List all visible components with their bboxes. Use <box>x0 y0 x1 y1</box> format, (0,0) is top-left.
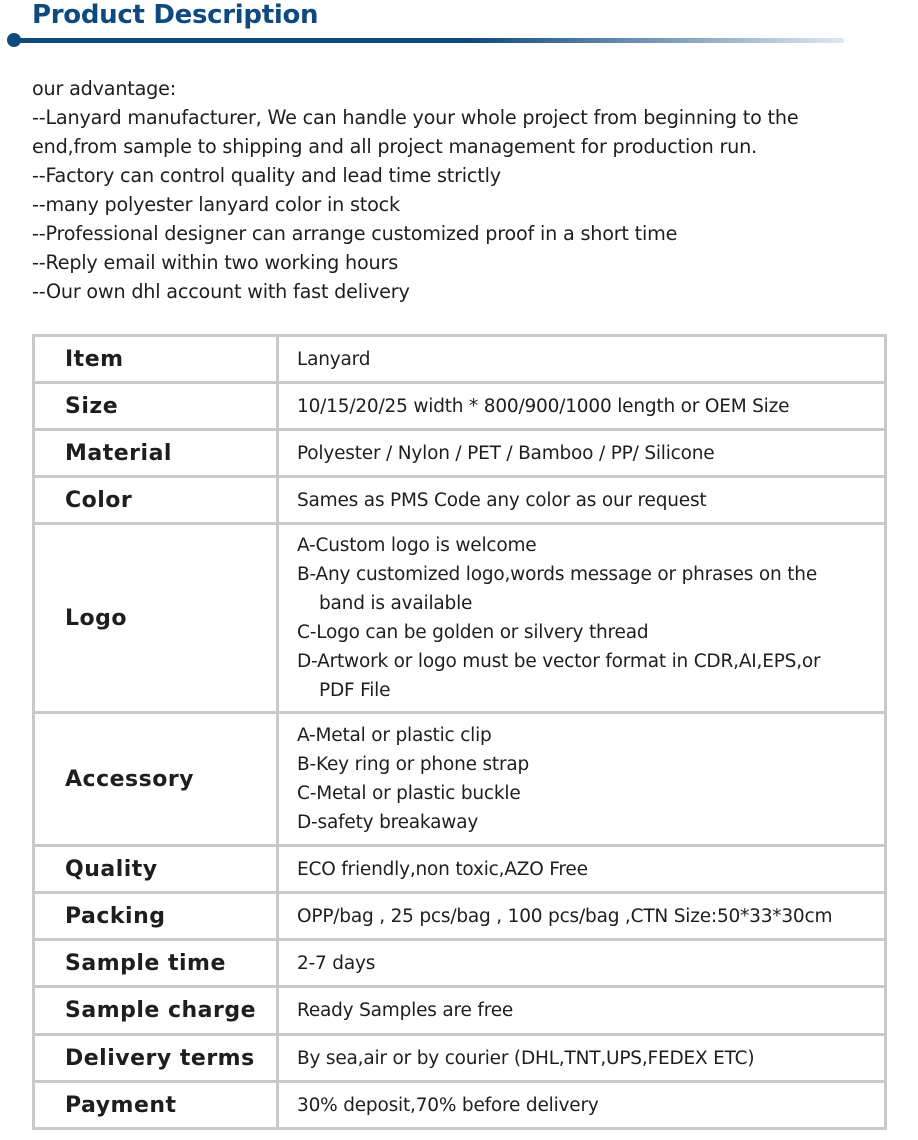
row-key: Logo <box>34 524 278 713</box>
table-row <box>34 1082 886 1129</box>
row-key: Size <box>34 383 278 430</box>
value-line: PDF File <box>319 680 391 701</box>
row-value: Sames as PMS Code any color as our request <box>278 477 886 524</box>
table-row <box>34 713 886 846</box>
value-line: B-Any customized logo,words message or phrases on the <box>297 564 818 585</box>
table-row <box>34 1035 886 1082</box>
advantage-line: --Lanyard manufacturer, We can handle your whole project from beginning to the <box>32 106 799 129</box>
value-line: band is available <box>319 593 473 614</box>
row-value: ECO friendly,non toxic,AZO Free <box>278 846 886 893</box>
advantage-line: end,from sample to shipping and all project management for production run. <box>32 135 757 158</box>
row-key: Delivery terms <box>34 1035 278 1082</box>
table-row <box>34 430 886 477</box>
row-value: 30% deposit,70% before delivery <box>278 1082 886 1129</box>
value-line: B-Key ring or phone strap <box>297 754 530 775</box>
row-value: 10/15/20/25 width * 800/900/1000 length or OEM Size <box>278 383 886 430</box>
row-key: Material <box>34 430 278 477</box>
value-line: D-safety breakaway <box>297 812 479 833</box>
value-line: C-Metal or plastic buckle <box>297 783 521 804</box>
value-line: C-Logo can be golden or silvery thread <box>297 622 649 643</box>
spec-table <box>32 334 887 1130</box>
table-row <box>34 477 886 524</box>
row-key: Sample time <box>34 940 278 987</box>
value-line: A-Custom logo is welcome <box>297 535 537 556</box>
row-value: Ready Samples are free <box>278 987 886 1035</box>
advantage-line: --Our own dhl account with fast delivery <box>32 280 410 303</box>
title-underline <box>14 38 844 43</box>
value-line: A-Metal or plastic clip <box>297 725 492 746</box>
table-row <box>34 940 886 987</box>
value-line: D-Artwork or logo must be vector format in CDR,AI,EPS,or <box>297 651 821 672</box>
page-title: Product Description <box>32 0 319 30</box>
row-value <box>278 524 886 713</box>
row-key: Color <box>34 477 278 524</box>
row-key: Quality <box>34 846 278 893</box>
advantage-line: --many polyester lanyard color in stock <box>32 193 400 216</box>
table-row <box>34 336 886 383</box>
row-key: Sample charge <box>34 987 278 1035</box>
advantages-text <box>32 74 798 306</box>
row-key: Payment <box>34 1082 278 1129</box>
row-value: 2-7 days <box>278 940 886 987</box>
table-row <box>34 524 886 713</box>
table-row <box>34 846 886 893</box>
table-row <box>34 987 886 1035</box>
table-row <box>34 893 886 940</box>
title-bullet-dot <box>7 33 21 47</box>
advantages-heading: our advantage: <box>32 77 177 100</box>
row-key: Item <box>34 336 278 383</box>
table-row <box>34 383 886 430</box>
advantage-line: --Factory can control quality and lead time strictly <box>32 164 501 187</box>
row-key: Accessory <box>34 713 278 846</box>
advantage-line: --Professional designer can arrange customized proof in a short time <box>32 222 678 245</box>
advantage-line: --Reply email within two working hours <box>32 251 399 274</box>
row-value <box>278 713 886 846</box>
row-value: Lanyard <box>278 336 886 383</box>
row-value: Polyester / Nylon / PET / Bamboo / PP/ Silicone <box>278 430 886 477</box>
row-value: By sea,air or by courier (DHL,TNT,UPS,FEDEX ETC) <box>278 1035 886 1082</box>
row-key: Packing <box>34 893 278 940</box>
row-value: OPP/bag , 25 pcs/bag , 100 pcs/bag ,CTN Size:50*33*30cm <box>278 893 886 940</box>
